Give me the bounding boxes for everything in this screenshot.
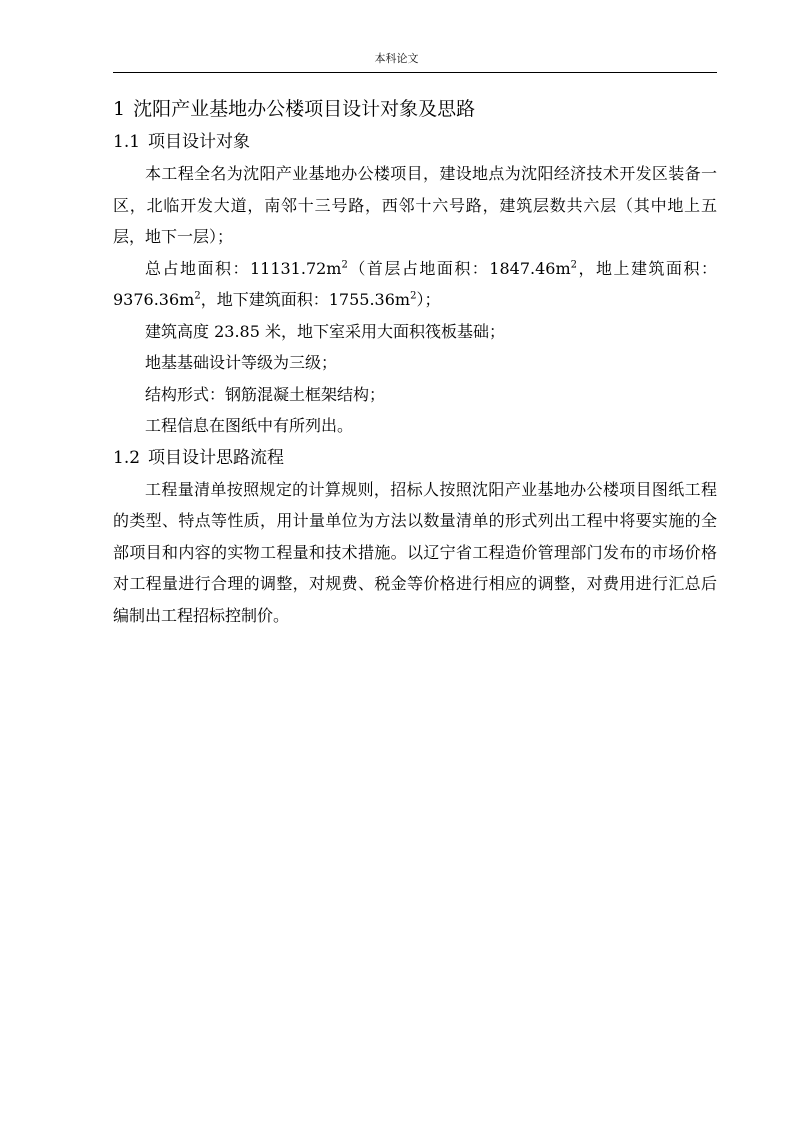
section-1-2-heading: [113, 442, 717, 474]
area-closing-text: ）；: [416, 290, 441, 309]
document-body: [113, 92, 717, 631]
paragraph-project-overview: 本工程全名为沈阳产业基地办公楼项目，建设地点为沈阳经济技术开发区装备一区，北临开发大道，南邻十三号路，西邻十六号路，建筑层数共六层（其中地上五层，地下一层）；: [113, 164, 717, 246]
area-total-text: 总占地面积：11131.72m: [145, 258, 342, 278]
section-1-1-number: 1.1: [113, 132, 141, 152]
section-1-1-heading: [113, 126, 717, 158]
paragraph-structure-type: 结构形式：钢筋混凝土框架结构；: [145, 384, 386, 404]
area-above-ground-text: ，地上建筑面积：9376.36m: [113, 258, 717, 309]
section-1-number: 1: [113, 98, 126, 120]
paragraph-area-figures: [113, 253, 717, 316]
section-1-2-number: 1.2: [113, 447, 141, 468]
paragraph-building-height: 建筑高度 23.85 米，地下室采用大面积筏板基础；: [145, 321, 505, 341]
page-header-title: 本科论文: [374, 52, 419, 65]
section-1-2-title: 项目设计思路流程: [148, 447, 285, 468]
section-1-title: 沈阳产业基地办公楼项目设计对象及思路: [133, 98, 476, 120]
paragraph-drawing-info: 工程信息在图纸中有所列出。: [145, 416, 354, 435]
section-1-1-title: 项目设计对象: [148, 132, 251, 152]
paragraph-design-process: 工程量清单按照规定的计算规则，招标人按照沈阳产业基地办公楼项目图纸工程的类型、特点等性质，用计量单位为方法以数量清单的形式列出工程中将要实施的全部项目和内容的实物工程量和技术措施。以辽宁省工程造价管理部门发布的市场价格对工程量进行合理的调整，对规费、税金等价格进行相应的调整，对费用进行汇总后编制出工程招标控制价。: [113, 479, 717, 625]
area-ground-floor-text: （首层占地面积：1847.46m: [347, 258, 571, 278]
area-underground-text: ，地下建筑面积：1755.36m: [200, 290, 411, 309]
area-total-superscript: 2: [341, 259, 348, 271]
area-above-ground-superscript: 2: [194, 290, 201, 302]
header-divider: [113, 72, 717, 73]
section-1-heading: [113, 92, 717, 126]
area-underground-superscript: 2: [410, 290, 417, 302]
area-ground-floor-superscript: 2: [570, 259, 578, 271]
paragraph-foundation-grade: 地基基础设计等级为三级；: [145, 353, 338, 372]
